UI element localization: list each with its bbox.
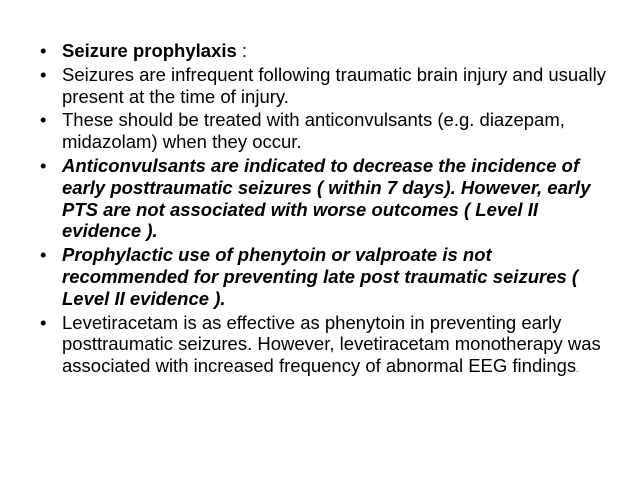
bullet-marker: • [40, 311, 47, 333]
bullet-text: These should be treated with anticonvulsants (e.g. diazepam, midazolam) when they occur. [62, 109, 565, 153]
bullet-text: Prophylactic use of phenytoin or valproate is not recommended for preventing late post traumatic seizures ( Level II evidence ). [62, 244, 579, 309]
bullet-item-treatment [40, 109, 620, 153]
bullet-marker: • [40, 244, 47, 266]
bullet-item-infrequent [40, 64, 620, 108]
bullet-suffix: . [576, 365, 579, 375]
bullet-item-seizure-prophylaxis [40, 40, 620, 62]
bullet-marker: • [40, 109, 47, 131]
bullet-text: Levetiracetam is as effective as phenytoin in preventing early posttraumatic seizures. However, levetiracetam monotherapy was associated with increased frequency of abnormal EEG findings [62, 311, 601, 377]
bullet-list [40, 40, 620, 383]
bullet-marker: • [40, 63, 47, 85]
bullet-item-anticonvulsants [40, 155, 620, 242]
bullet-text: Anticonvulsants are indicated to decrease the incidence of early posttraumatic seizures ( within 7 days). However, early PTS are not associated with worse outcomes ( Level II evidence ). [62, 154, 591, 242]
bullet-marker: • [40, 40, 47, 61]
bullet-marker: • [40, 154, 47, 176]
bullet-text: Seizures are infrequent following traumatic brain injury and usually present at the time of injury. [62, 63, 606, 107]
bullet-item-levetiracetam [40, 312, 620, 381]
bullet-heading-suffix: : [236, 40, 248, 61]
bullet-heading: Seizure prophylaxis [62, 40, 237, 61]
bullet-item-prophylactic-use [40, 244, 620, 309]
